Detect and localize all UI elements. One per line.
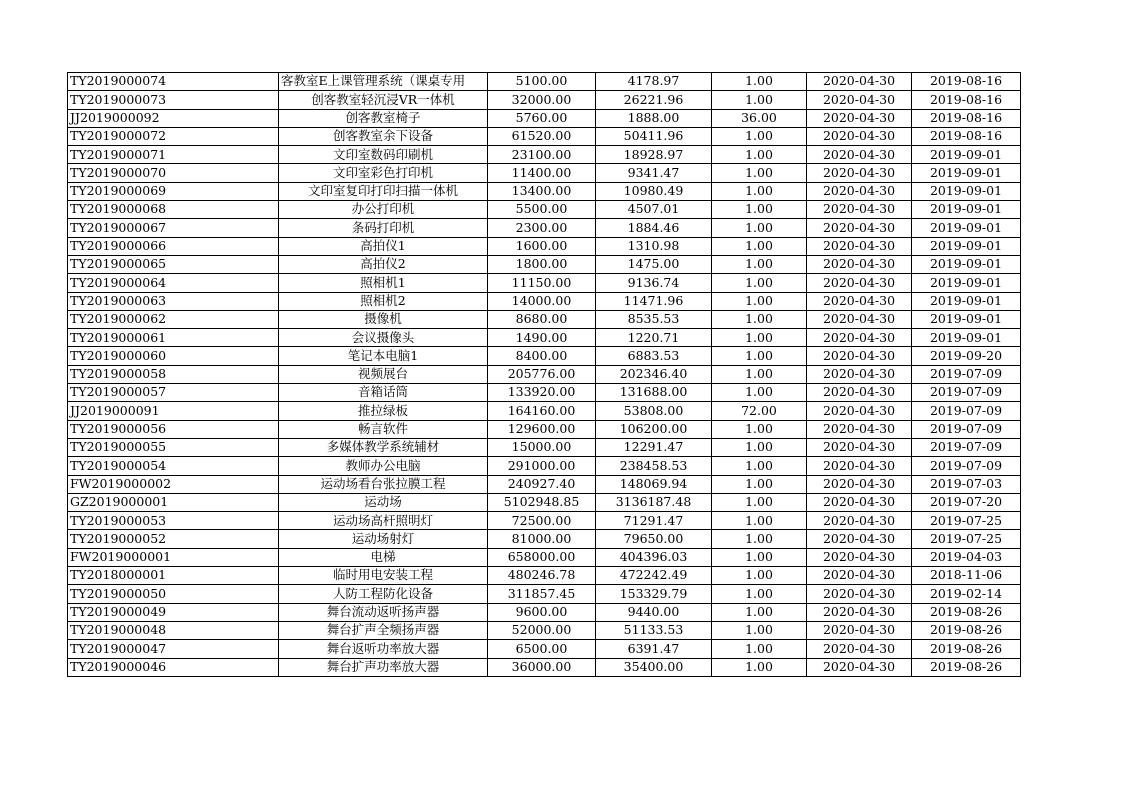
quantity-cell: 1.00	[712, 237, 807, 255]
quantity-cell: 1.00	[712, 567, 807, 585]
table-row	[68, 530, 1021, 548]
asset-name-cell: 舞台扩声全频扬声器	[279, 621, 488, 639]
net-value-cell: 404396.03	[596, 548, 712, 566]
quantity-cell: 1.00	[712, 420, 807, 438]
date-cell: 2020-04-30	[807, 420, 912, 438]
table-row	[68, 274, 1021, 292]
net-value-cell: 71291.47	[596, 512, 712, 530]
quantity-cell: 1.00	[712, 219, 807, 237]
original-value-cell: 311857.45	[488, 585, 596, 603]
acquired-date-cell: 2019-07-09	[912, 457, 1021, 475]
asset-name-cell: 多媒体教学系统辅材	[279, 438, 488, 456]
quantity-cell: 1.00	[712, 621, 807, 639]
asset-code-cell: TY2019000066	[68, 237, 279, 255]
date-cell: 2020-04-30	[807, 438, 912, 456]
quantity-cell: 36.00	[712, 109, 807, 127]
quantity-cell: 1.00	[712, 530, 807, 548]
date-cell: 2020-04-30	[807, 530, 912, 548]
table-row	[68, 585, 1021, 603]
acquired-date-cell: 2019-07-20	[912, 493, 1021, 511]
quantity-cell: 1.00	[712, 329, 807, 347]
net-value-cell: 9136.74	[596, 274, 712, 292]
net-value-cell: 131688.00	[596, 384, 712, 402]
table-row	[68, 603, 1021, 621]
asset-name-cell: 照相机1	[279, 274, 488, 292]
asset-code-cell: TY2019000053	[68, 512, 279, 530]
date-cell: 2020-04-30	[807, 512, 912, 530]
table-row	[68, 201, 1021, 219]
original-value-cell: 5100.00	[488, 73, 596, 91]
asset-code-cell: TY2019000048	[68, 621, 279, 639]
acquired-date-cell: 2019-09-01	[912, 182, 1021, 200]
table-row	[68, 182, 1021, 200]
asset-name-cell: 临时用电安装工程	[279, 567, 488, 585]
acquired-date-cell: 2019-08-16	[912, 73, 1021, 91]
original-value-cell: 8680.00	[488, 310, 596, 328]
date-cell: 2020-04-30	[807, 310, 912, 328]
acquired-date-cell: 2019-09-01	[912, 292, 1021, 310]
asset-code-cell: TY2019000057	[68, 384, 279, 402]
asset-name-cell: 运动场看台张拉膜工程	[279, 475, 488, 493]
original-value-cell: 1800.00	[488, 255, 596, 273]
quantity-cell: 1.00	[712, 347, 807, 365]
date-cell: 2020-04-30	[807, 237, 912, 255]
acquired-date-cell: 2019-09-01	[912, 201, 1021, 219]
asset-code-cell: TY2019000074	[68, 73, 279, 91]
net-value-cell: 148069.94	[596, 475, 712, 493]
quantity-cell: 1.00	[712, 475, 807, 493]
date-cell: 2020-04-30	[807, 146, 912, 164]
acquired-date-cell: 2019-09-01	[912, 329, 1021, 347]
original-value-cell: 5500.00	[488, 201, 596, 219]
table-row	[68, 457, 1021, 475]
acquired-date-cell: 2019-09-01	[912, 164, 1021, 182]
net-value-cell: 1310.98	[596, 237, 712, 255]
date-cell: 2020-04-30	[807, 73, 912, 91]
asset-code-cell: FW2019000001	[68, 548, 279, 566]
quantity-cell: 1.00	[712, 512, 807, 530]
acquired-date-cell: 2018-11-06	[912, 567, 1021, 585]
net-value-cell: 4507.01	[596, 201, 712, 219]
table-row	[68, 640, 1021, 658]
net-value-cell: 1888.00	[596, 109, 712, 127]
acquired-date-cell: 2019-08-16	[912, 91, 1021, 109]
asset-code-cell: TY2019000055	[68, 438, 279, 456]
quantity-cell: 1.00	[712, 603, 807, 621]
date-cell: 2020-04-30	[807, 109, 912, 127]
quantity-cell: 1.00	[712, 310, 807, 328]
date-cell: 2020-04-30	[807, 347, 912, 365]
quantity-cell: 1.00	[712, 548, 807, 566]
table-row	[68, 91, 1021, 109]
asset-code-cell: TY2019000069	[68, 182, 279, 200]
acquired-date-cell: 2019-07-03	[912, 475, 1021, 493]
asset-name-cell: 舞台流动返听扬声器	[279, 603, 488, 621]
date-cell: 2020-04-30	[807, 585, 912, 603]
asset-code-cell: TY2019000054	[68, 457, 279, 475]
asset-name-cell: 舞台扩声功率放大器	[279, 658, 488, 676]
date-cell: 2020-04-30	[807, 219, 912, 237]
original-value-cell: 13400.00	[488, 182, 596, 200]
asset-code-cell: TY2019000047	[68, 640, 279, 658]
table-row	[68, 548, 1021, 566]
net-value-cell: 53808.00	[596, 402, 712, 420]
net-value-cell: 106200.00	[596, 420, 712, 438]
net-value-cell: 6883.53	[596, 347, 712, 365]
quantity-cell: 1.00	[712, 146, 807, 164]
table-row	[68, 73, 1021, 91]
quantity-cell: 1.00	[712, 384, 807, 402]
net-value-cell: 50411.96	[596, 127, 712, 145]
original-value-cell: 205776.00	[488, 365, 596, 383]
net-value-cell: 472242.49	[596, 567, 712, 585]
acquired-date-cell: 2019-09-01	[912, 310, 1021, 328]
acquired-date-cell: 2019-09-20	[912, 347, 1021, 365]
net-value-cell: 79650.00	[596, 530, 712, 548]
acquired-date-cell: 2019-09-01	[912, 237, 1021, 255]
date-cell: 2020-04-30	[807, 274, 912, 292]
asset-code-cell: TY2019000072	[68, 127, 279, 145]
asset-table-body	[68, 73, 1021, 677]
original-value-cell: 52000.00	[488, 621, 596, 639]
date-cell: 2020-04-30	[807, 548, 912, 566]
date-cell: 2020-04-30	[807, 475, 912, 493]
asset-code-cell: TY2019000058	[68, 365, 279, 383]
original-value-cell: 11400.00	[488, 164, 596, 182]
table-row	[68, 567, 1021, 585]
quantity-cell: 1.00	[712, 438, 807, 456]
net-value-cell: 18928.97	[596, 146, 712, 164]
asset-name-cell: 会议摄像头	[279, 329, 488, 347]
table-row	[68, 109, 1021, 127]
asset-code-cell: TY2019000070	[68, 164, 279, 182]
table-row	[68, 310, 1021, 328]
date-cell: 2020-04-30	[807, 402, 912, 420]
original-value-cell: 291000.00	[488, 457, 596, 475]
asset-code-cell: TY2019000071	[68, 146, 279, 164]
asset-name-cell: 视频展台	[279, 365, 488, 383]
asset-code-cell: TY2019000050	[68, 585, 279, 603]
date-cell: 2020-04-30	[807, 255, 912, 273]
date-cell: 2020-04-30	[807, 164, 912, 182]
asset-name-cell: 笔记本电脑1	[279, 347, 488, 365]
original-value-cell: 8400.00	[488, 347, 596, 365]
asset-name-cell: 推拉绿板	[279, 402, 488, 420]
quantity-cell: 1.00	[712, 127, 807, 145]
quantity-cell: 1.00	[712, 292, 807, 310]
asset-name-cell: 办公打印机	[279, 201, 488, 219]
date-cell: 2020-04-30	[807, 457, 912, 475]
quantity-cell: 1.00	[712, 201, 807, 219]
date-cell: 2020-04-30	[807, 365, 912, 383]
asset-name-cell: 电梯	[279, 548, 488, 566]
date-cell: 2020-04-30	[807, 621, 912, 639]
table-row	[68, 146, 1021, 164]
asset-code-cell: TY2018000001	[68, 567, 279, 585]
asset-name-cell: 运动场射灯	[279, 530, 488, 548]
original-value-cell: 23100.00	[488, 146, 596, 164]
quantity-cell: 1.00	[712, 255, 807, 273]
asset-code-cell: TY2019000073	[68, 91, 279, 109]
table-row	[68, 512, 1021, 530]
asset-code-cell: JJ2019000091	[68, 402, 279, 420]
net-value-cell: 12291.47	[596, 438, 712, 456]
quantity-cell: 72.00	[712, 402, 807, 420]
original-value-cell: 72500.00	[488, 512, 596, 530]
date-cell: 2020-04-30	[807, 384, 912, 402]
acquired-date-cell: 2019-09-01	[912, 219, 1021, 237]
quantity-cell: 1.00	[712, 658, 807, 676]
acquired-date-cell: 2019-08-26	[912, 621, 1021, 639]
asset-code-cell: TY2019000062	[68, 310, 279, 328]
original-value-cell: 15000.00	[488, 438, 596, 456]
original-value-cell: 1600.00	[488, 237, 596, 255]
quantity-cell: 1.00	[712, 91, 807, 109]
net-value-cell: 153329.79	[596, 585, 712, 603]
acquired-date-cell: 2019-08-26	[912, 603, 1021, 621]
net-value-cell: 1220.71	[596, 329, 712, 347]
acquired-date-cell: 2019-09-01	[912, 146, 1021, 164]
asset-code-cell: TY2019000056	[68, 420, 279, 438]
asset-code-cell: TY2019000061	[68, 329, 279, 347]
original-value-cell: 14000.00	[488, 292, 596, 310]
asset-code-cell: FW2019000002	[68, 475, 279, 493]
original-value-cell: 6500.00	[488, 640, 596, 658]
acquired-date-cell: 2019-07-09	[912, 402, 1021, 420]
table-row	[68, 237, 1021, 255]
asset-name-cell: 文印室彩色打印机	[279, 164, 488, 182]
acquired-date-cell: 2019-07-09	[912, 420, 1021, 438]
net-value-cell: 9341.47	[596, 164, 712, 182]
net-value-cell: 1475.00	[596, 255, 712, 273]
net-value-cell: 26221.96	[596, 91, 712, 109]
acquired-date-cell: 2019-07-25	[912, 512, 1021, 530]
table-row	[68, 347, 1021, 365]
acquired-date-cell: 2019-04-03	[912, 548, 1021, 566]
quantity-cell: 1.00	[712, 73, 807, 91]
original-value-cell: 658000.00	[488, 548, 596, 566]
net-value-cell: 6391.47	[596, 640, 712, 658]
date-cell: 2020-04-30	[807, 91, 912, 109]
net-value-cell: 4178.97	[596, 73, 712, 91]
quantity-cell: 1.00	[712, 640, 807, 658]
table-row	[68, 438, 1021, 456]
original-value-cell: 480246.78	[488, 567, 596, 585]
acquired-date-cell: 2019-07-25	[912, 530, 1021, 548]
quantity-cell: 1.00	[712, 585, 807, 603]
acquired-date-cell: 2019-07-09	[912, 365, 1021, 383]
asset-code-cell: GZ2019000001	[68, 493, 279, 511]
original-value-cell: 5760.00	[488, 109, 596, 127]
original-value-cell: 164160.00	[488, 402, 596, 420]
original-value-cell: 129600.00	[488, 420, 596, 438]
table-row	[68, 164, 1021, 182]
asset-name-cell: 高拍仪1	[279, 237, 488, 255]
asset-code-cell: TY2019000068	[68, 201, 279, 219]
asset-code-cell: TY2019000063	[68, 292, 279, 310]
original-value-cell: 36000.00	[488, 658, 596, 676]
net-value-cell: 51133.53	[596, 621, 712, 639]
net-value-cell: 238458.53	[596, 457, 712, 475]
date-cell: 2020-04-30	[807, 201, 912, 219]
table-row	[68, 219, 1021, 237]
asset-name-cell: 运动场高杆照明灯	[279, 512, 488, 530]
asset-name-cell: 条码打印机	[279, 219, 488, 237]
asset-code-cell: TY2019000052	[68, 530, 279, 548]
date-cell: 2020-04-30	[807, 329, 912, 347]
original-value-cell: 1490.00	[488, 329, 596, 347]
acquired-date-cell: 2019-02-14	[912, 585, 1021, 603]
acquired-date-cell: 2019-09-01	[912, 274, 1021, 292]
asset-name-cell: 运动场	[279, 493, 488, 511]
acquired-date-cell: 2019-09-01	[912, 255, 1021, 273]
asset-name-cell: 文印室数码印刷机	[279, 146, 488, 164]
table-row	[68, 292, 1021, 310]
net-value-cell: 10980.49	[596, 182, 712, 200]
date-cell: 2020-04-30	[807, 292, 912, 310]
acquired-date-cell: 2019-08-26	[912, 658, 1021, 676]
asset-code-cell: TY2019000049	[68, 603, 279, 621]
table-row	[68, 420, 1021, 438]
asset-code-cell: TY2019000067	[68, 219, 279, 237]
original-value-cell: 81000.00	[488, 530, 596, 548]
date-cell: 2020-04-30	[807, 127, 912, 145]
table-row	[68, 621, 1021, 639]
acquired-date-cell: 2019-08-16	[912, 127, 1021, 145]
asset-code-cell: TY2019000064	[68, 274, 279, 292]
net-value-cell: 3136187.48	[596, 493, 712, 511]
date-cell: 2020-04-30	[807, 640, 912, 658]
date-cell: 2020-04-30	[807, 567, 912, 585]
table-row	[68, 127, 1021, 145]
net-value-cell: 11471.96	[596, 292, 712, 310]
table-row	[68, 475, 1021, 493]
asset-name-cell: 音箱话筒	[279, 384, 488, 402]
asset-name-cell: 高拍仪2	[279, 255, 488, 273]
acquired-date-cell: 2019-07-09	[912, 438, 1021, 456]
asset-name-cell: 人防工程防化设备	[279, 585, 488, 603]
net-value-cell: 8535.53	[596, 310, 712, 328]
asset-name-cell: 创客教室轻沉浸VR一体机	[279, 91, 488, 109]
table-row	[68, 329, 1021, 347]
asset-code-cell: TY2019000065	[68, 255, 279, 273]
original-value-cell: 2300.00	[488, 219, 596, 237]
quantity-cell: 1.00	[712, 182, 807, 200]
asset-name-cell: 畅言软件	[279, 420, 488, 438]
quantity-cell: 1.00	[712, 493, 807, 511]
net-value-cell: 35400.00	[596, 658, 712, 676]
table-row	[68, 493, 1021, 511]
asset-name-cell: 摄像机	[279, 310, 488, 328]
table-row	[68, 384, 1021, 402]
asset-code-cell: JJ2019000092	[68, 109, 279, 127]
net-value-cell: 9440.00	[596, 603, 712, 621]
date-cell: 2020-04-30	[807, 658, 912, 676]
quantity-cell: 1.00	[712, 457, 807, 475]
original-value-cell: 5102948.85	[488, 493, 596, 511]
net-value-cell: 202346.40	[596, 365, 712, 383]
original-value-cell: 11150.00	[488, 274, 596, 292]
original-value-cell: 240927.40	[488, 475, 596, 493]
original-value-cell: 133920.00	[488, 384, 596, 402]
original-value-cell: 9600.00	[488, 603, 596, 621]
asset-name-cell: 照相机2	[279, 292, 488, 310]
asset-code-cell: TY2019000060	[68, 347, 279, 365]
table-row	[68, 255, 1021, 273]
original-value-cell: 32000.00	[488, 91, 596, 109]
asset-name-cell: 创客教室余下设备	[279, 127, 488, 145]
asset-table	[67, 72, 1021, 677]
table-row	[68, 365, 1021, 383]
asset-name-cell: 文印室复印打印扫描一体机	[279, 182, 488, 200]
table-row	[68, 402, 1021, 420]
asset-code-cell: TY2019000046	[68, 658, 279, 676]
date-cell: 2020-04-30	[807, 603, 912, 621]
acquired-date-cell: 2019-08-16	[912, 109, 1021, 127]
date-cell: 2020-04-30	[807, 182, 912, 200]
table-row	[68, 658, 1021, 676]
quantity-cell: 1.00	[712, 164, 807, 182]
net-value-cell: 1884.46	[596, 219, 712, 237]
quantity-cell: 1.00	[712, 274, 807, 292]
asset-name-cell: 舞台返听功率放大器	[279, 640, 488, 658]
asset-name-cell: 客教室E上课管理系统（课桌专用	[279, 73, 488, 91]
asset-name-cell: 创客教室椅子	[279, 109, 488, 127]
asset-name-cell: 教师办公电脑	[279, 457, 488, 475]
acquired-date-cell: 2019-08-26	[912, 640, 1021, 658]
quantity-cell: 1.00	[712, 365, 807, 383]
original-value-cell: 61520.00	[488, 127, 596, 145]
date-cell: 2020-04-30	[807, 493, 912, 511]
acquired-date-cell: 2019-07-09	[912, 384, 1021, 402]
